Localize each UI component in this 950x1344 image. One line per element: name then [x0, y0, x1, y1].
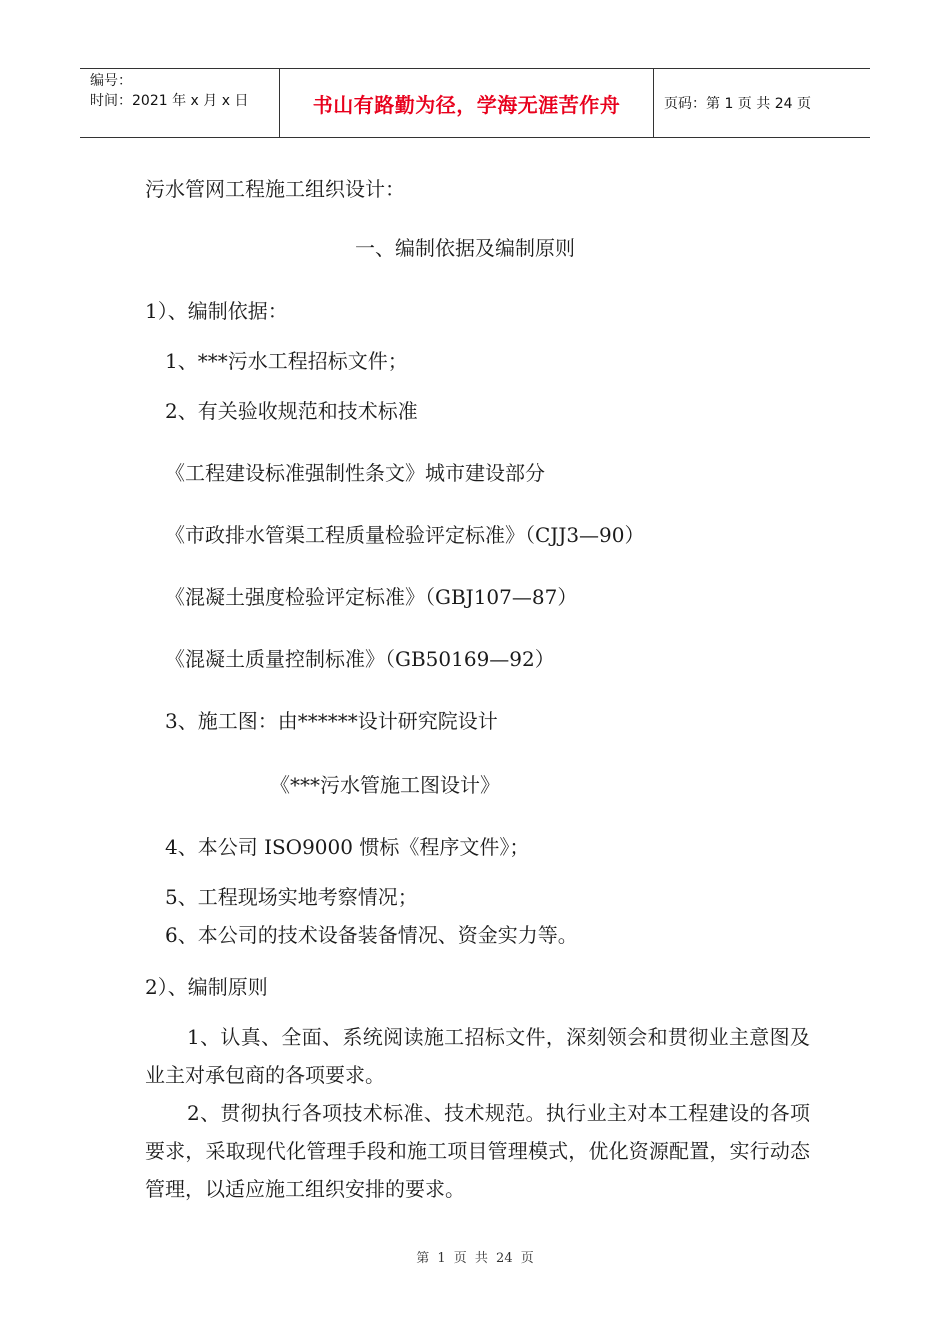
basis-heading: 1）、编制依据： [145, 299, 288, 323]
section-heading: 一、编制依据及编制原则 [355, 236, 575, 260]
principle-heading: 2）、编制原则 [145, 975, 268, 999]
basis-item: 4、本公司 ISO9000 惯标《程序文件》； [165, 835, 530, 859]
document-title: 污水管网工程施工组织设计： [145, 177, 405, 201]
basis-item: 《工程建设标准强制性条文》城市建设部分 [165, 461, 545, 485]
basis-item: 《市政排水管渠工程质量检验评定标准》（CJJ3—90） [165, 523, 645, 547]
basis-item: 1、***污水工程招标文件； [165, 349, 408, 373]
document-number-label: 编号： [90, 73, 132, 89]
basis-item: 2、有关验收规范和技术标准 [165, 399, 418, 423]
header-motto: 书山有路勤为径，学海无涯苦作舟 [280, 69, 654, 137]
principle-paragraph: 2、贯彻执行各项技术标准、技术规范。执行业主对本工程建设的各项要求，采取现代化管理手段和施工项目管理模式，优化资源配置，实行动态管理，以适应施工组织安排的要求。 [145, 1101, 810, 1201]
document-date: 时间：2021 年 x 月 x 日 [90, 93, 249, 109]
header-page-number: 页码：第 1 页 共 24 页 [664, 96, 811, 112]
basis-item: 《混凝土强度检验评定标准》（GBJ107—87） [165, 585, 578, 609]
page-header [80, 68, 870, 138]
basis-item: 5、工程现场实地考察情况； [165, 885, 418, 909]
page-footer: 第 1 页 共 24 页 [416, 1251, 534, 1266]
basis-item: 6、本公司的技术设备装备情况、资金实力等。 [165, 923, 578, 947]
basis-item: 3、施工图：由******设计研究院设计 [165, 709, 498, 733]
header-meta [80, 69, 280, 137]
basis-item: 《***污水管施工图设计》 [270, 773, 500, 797]
principle-paragraph: 1、认真、全面、系统阅读施工招标文件，深刻领会和贯彻业主意图及业主对承包商的各项要求。 [145, 1025, 810, 1087]
basis-item: 《混凝土质量控制标准》（GB50169—92） [165, 647, 555, 671]
